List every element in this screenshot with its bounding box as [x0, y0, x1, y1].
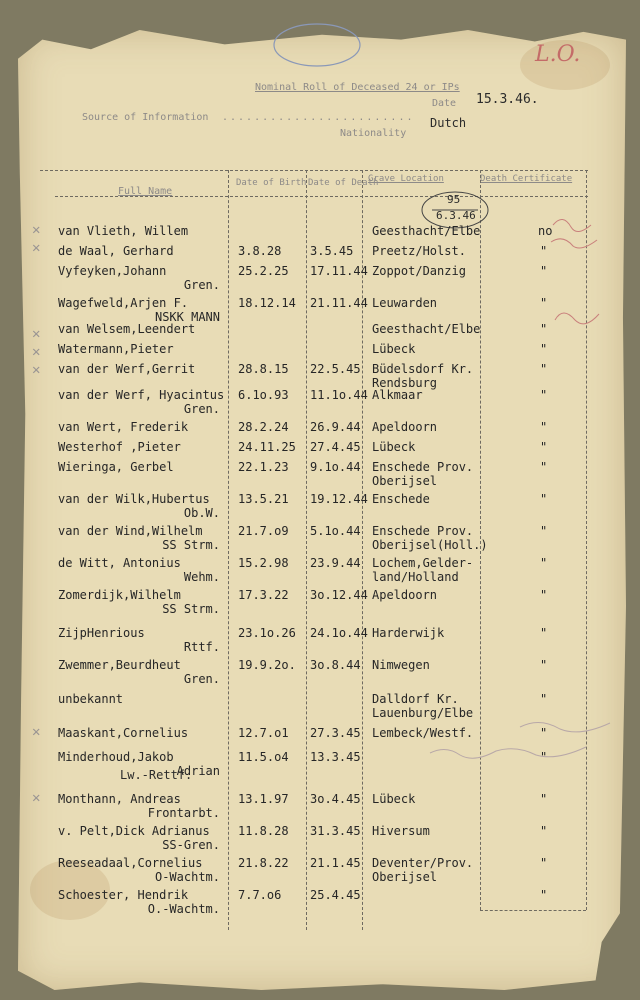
- row-rank: SS-Gren.: [162, 838, 220, 852]
- nationality-label: Nationality: [340, 128, 407, 139]
- x-mark: ✕: [32, 240, 41, 256]
- row-rank: O.-Wachtm.: [147, 902, 220, 916]
- row-loc: Geesthacht/Elbe: [372, 224, 481, 238]
- row-loc2: land/Holland: [372, 570, 459, 584]
- row-loc: Lübeck: [372, 342, 416, 356]
- row-dod: 23.9.44: [310, 556, 361, 570]
- x-mark: ✕: [32, 222, 41, 238]
- row-name: de Witt, Antonius: [58, 556, 181, 570]
- row-name: v. Pelt,Dick Adrianus: [58, 824, 210, 838]
- nationality-value: Dutch: [430, 116, 467, 130]
- x-mark: ✕: [32, 790, 41, 806]
- table-rule: [55, 196, 588, 197]
- row-loc2: Oberijsel: [372, 474, 438, 488]
- row-name: van der Werf,Gerrit: [58, 362, 196, 376]
- x-mark: ✕: [32, 724, 41, 740]
- row-cert: ": [540, 888, 548, 902]
- row-dod: 25.4.45: [310, 888, 361, 902]
- corner-note: L.O.: [535, 42, 581, 67]
- row-rank: Adrian: [176, 764, 220, 778]
- row-rank: O-Wachtm.: [154, 870, 220, 884]
- row-dod: 27.4.45: [310, 440, 361, 454]
- row-rank: Frontarbt.: [147, 806, 220, 820]
- row-name: van der Werf, Hyacintus: [58, 388, 225, 402]
- x-mark: ✕: [32, 362, 41, 378]
- row-rank: Gren.: [183, 278, 220, 292]
- row-dob: 11.8.28: [238, 824, 289, 838]
- column-rule: [228, 170, 229, 930]
- x-mark: ✕: [32, 344, 41, 360]
- document-title: Nominal Roll of Deceased 24 or IPs: [255, 82, 460, 93]
- row-dob: 28.8.15: [238, 362, 289, 376]
- row-loc2: Lauenburg/Elbe: [372, 706, 474, 720]
- pencil-scribbles: [545, 210, 605, 340]
- row-loc: Deventer/Prov.: [372, 856, 474, 870]
- source-dots: ........................: [222, 112, 415, 123]
- row-dod: 31.3.45: [310, 824, 361, 838]
- row-name: Vyfeyken,Johann: [58, 264, 167, 278]
- row-dob: 23.1o.26: [238, 626, 296, 640]
- row-dod: 24.1o.44: [310, 626, 368, 640]
- row-dob: 15.2.98: [238, 556, 289, 570]
- row-cert: ": [540, 342, 548, 356]
- row-dod: 11.1o.44: [310, 388, 368, 402]
- row-cert: ": [540, 296, 548, 310]
- row-loc: Alkmaar: [372, 388, 423, 402]
- row-loc2: Oberijsel(Holl.): [372, 538, 488, 552]
- row-name: van Vlieth, Willem: [58, 224, 189, 238]
- row-cert: ": [540, 322, 548, 336]
- row-dob: 17.3.22: [238, 588, 289, 602]
- row-loc2: Oberijsel: [372, 870, 438, 884]
- column-header-cert: Death Certificate: [480, 174, 573, 184]
- row-cert: ": [540, 556, 548, 570]
- row-cert: ": [540, 824, 548, 838]
- row-name: van Wert, Frederik: [58, 420, 189, 434]
- row-dod: 3o.12.44: [310, 588, 368, 602]
- row-dod: 21.11.44: [310, 296, 368, 310]
- row-loc: Hiversum: [372, 824, 430, 838]
- row-name: Maaskant,Cornelius: [58, 726, 189, 740]
- row-cert: no: [538, 224, 553, 238]
- row-loc: Apeldoorn: [372, 588, 438, 602]
- row-dob: 13.1.97: [238, 792, 289, 806]
- x-mark: ✕: [32, 326, 41, 342]
- row-dob: 19.9.2o.: [238, 658, 296, 672]
- row-dob: 18.12.14: [238, 296, 296, 310]
- row-loc: Lochem,Gelder-: [372, 556, 474, 570]
- row-dod: 19.12.44: [310, 492, 368, 506]
- column-header-dod: Date of Death: [308, 178, 379, 188]
- table-rule: [40, 170, 588, 171]
- row-name: de Waal, Gerhard: [58, 244, 174, 258]
- row-dod: 3o.8.44: [310, 658, 361, 672]
- row-loc: Enschede Prov.: [372, 460, 474, 474]
- row-dod: 9.1o.44: [310, 460, 361, 474]
- row-cert: ": [540, 492, 548, 506]
- row-cert: ": [540, 420, 548, 434]
- date-value: 15.3.46.: [476, 92, 539, 107]
- stamp-bottom: 6.3.46: [436, 209, 476, 222]
- column-header-grave: Grave Location: [368, 174, 444, 184]
- row-rank: SS Strm.: [162, 602, 220, 616]
- row-dob: 7.7.o6: [238, 888, 282, 902]
- row-cert: ": [540, 726, 548, 740]
- row-dod: 17.11.44: [310, 264, 368, 278]
- row-dob: 6.1o.93: [238, 388, 289, 402]
- row-rank: Gren.: [183, 672, 220, 686]
- row-loc2: Rendsburg: [372, 376, 438, 390]
- column-rule: [362, 170, 363, 930]
- row-loc: Enschede Prov.: [372, 524, 474, 538]
- row-cert: ": [540, 244, 548, 258]
- row-name: Reeseadaal,Cornelius: [58, 856, 203, 870]
- row-dod: 3o.4.45: [310, 792, 361, 806]
- row-dod: 21.1.45: [310, 856, 361, 870]
- row-cert: ": [540, 440, 548, 454]
- row-cert: ": [540, 658, 548, 672]
- row-name: Westerhof ,Pieter: [58, 440, 181, 454]
- row-name: Zwemmer,Beurdheut: [58, 658, 181, 672]
- row-loc: Zoppot/Danzig: [372, 264, 466, 278]
- stamp-top: 95: [447, 193, 461, 206]
- row-loc: Büdelsdorf Kr.: [372, 362, 474, 376]
- row-loc: Lembeck/Westf.: [372, 726, 474, 740]
- row-name: Schoester, Hendrik: [58, 888, 189, 902]
- row-dob: 21.8.22: [238, 856, 289, 870]
- pencil-circle: [270, 20, 365, 70]
- row-dod: 22.5.45: [310, 362, 361, 376]
- row-cert: ": [540, 524, 548, 538]
- column-header-dob: Date of Birth: [236, 178, 307, 188]
- row-rank: Gren.: [183, 402, 220, 416]
- row-loc: Leuwarden: [372, 296, 438, 310]
- row-name: Monthann, Andreas: [58, 792, 181, 806]
- row-loc: Nimwegen: [372, 658, 430, 672]
- row-cert: ": [540, 460, 548, 474]
- row-dob: 25.2.25: [238, 264, 289, 278]
- row-name: Minderhoud,Jakob: [58, 750, 174, 764]
- row-cert: ": [540, 792, 548, 806]
- row-dob: 24.11.25: [238, 440, 296, 454]
- row-rank: NSKK MANN: [154, 310, 220, 324]
- row-loc: Enschede: [372, 492, 430, 506]
- row-cert: ": [540, 856, 548, 870]
- row-loc: Dalldorf Kr.: [372, 692, 459, 706]
- row-name: Wieringa, Gerbel: [58, 460, 174, 474]
- row-cert: ": [540, 750, 548, 764]
- column-rule: [306, 170, 307, 930]
- row-loc: Lübeck: [372, 792, 416, 806]
- row-dob: 13.5.21: [238, 492, 289, 506]
- row-cert: ": [540, 388, 548, 402]
- row-name: van Welsem,Leendert: [58, 322, 196, 336]
- row-rank: Ob.W.: [183, 506, 220, 520]
- row-dob: 12.7.o1: [238, 726, 289, 740]
- row-name: unbekannt: [58, 692, 124, 706]
- row-rank-extra: Lw.-Rettf.: [120, 768, 193, 782]
- row-loc: Lübeck: [372, 440, 416, 454]
- row-dob: 21.7.o9: [238, 524, 289, 538]
- row-dod: 27.3.45: [310, 726, 361, 740]
- row-dod: 5.1o.44: [310, 524, 361, 538]
- row-dob: 3.8.28: [238, 244, 282, 258]
- row-name: Zomerdijk,Wilhelm: [58, 588, 181, 602]
- row-rank: SS Strm.: [162, 538, 220, 552]
- row-dob: 11.5.o4: [238, 750, 289, 764]
- row-loc: Preetz/Holst.: [372, 244, 466, 258]
- row-loc: Apeldoorn: [372, 420, 438, 434]
- date-label: Date: [432, 98, 457, 109]
- source-label: Source of Information: [82, 112, 209, 123]
- table-rule: [480, 910, 586, 911]
- row-rank: Rttf.: [183, 640, 220, 654]
- row-dod: 13.3.45: [310, 750, 361, 764]
- row-rank: Wehm.: [183, 570, 220, 584]
- row-dod: 3.5.45: [310, 244, 354, 258]
- pencil-annotation: [420, 715, 620, 765]
- row-dod: 26.9.44: [310, 420, 361, 434]
- row-name: ZijpHenrious: [58, 626, 145, 640]
- row-dob: 22.1.23: [238, 460, 289, 474]
- row-cert: ": [540, 264, 548, 278]
- row-name: Wagefweld,Arjen F.: [58, 296, 189, 310]
- row-name: van der Wilk,Hubertus: [58, 492, 210, 506]
- row-cert: ": [540, 588, 548, 602]
- row-cert: ": [540, 362, 548, 376]
- row-name: Watermann,Pieter: [58, 342, 174, 356]
- row-dob: 28.2.24: [238, 420, 289, 434]
- row-name: van der Wind,Wilhelm: [58, 524, 203, 538]
- column-header-name: Full Name: [118, 186, 173, 197]
- row-cert: ": [540, 626, 548, 640]
- row-cert: ": [540, 692, 548, 706]
- row-loc: Geesthacht/Elbe: [372, 322, 481, 336]
- row-loc: Harderwijk: [372, 626, 445, 640]
